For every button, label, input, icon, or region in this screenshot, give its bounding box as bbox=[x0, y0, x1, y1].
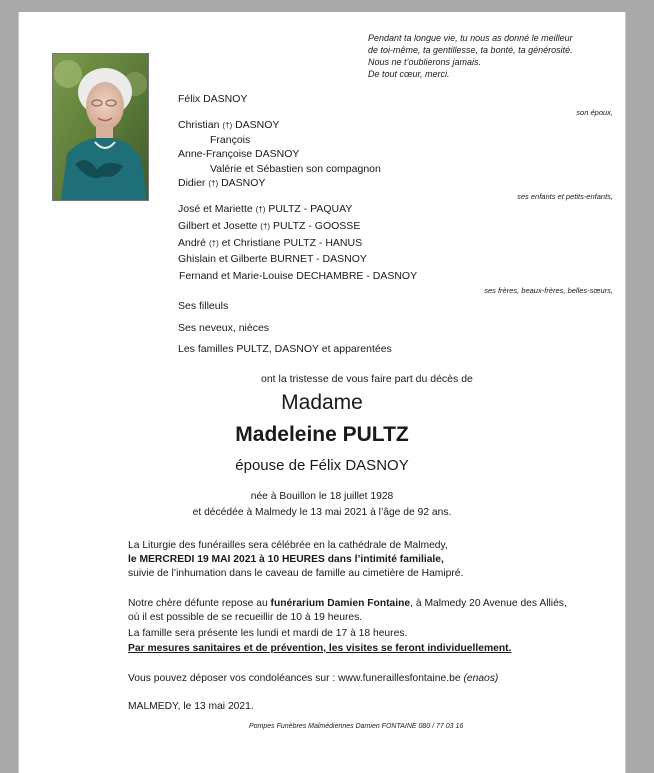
sibling: Ghislain et Gilberte BURNET - DASNOY bbox=[178, 253, 367, 265]
rest-line: La famille sera présente les lundi et mardi de 17 à 18 heures. bbox=[128, 628, 408, 639]
spouse: Félix DASNOY bbox=[178, 93, 248, 105]
rest-line bbox=[128, 597, 567, 611]
sibling-surname: et Christiane PULTZ - HANUS bbox=[221, 237, 363, 249]
funeral-line: La Liturgie des funérailles sera célébrée en la cathédrale de Malmedy, bbox=[128, 540, 448, 551]
rest-line: où il est possible de se recueillir de 10 à 19 heures. bbox=[128, 612, 363, 623]
families: Les familles PULTZ, DASNOY et apparentées bbox=[178, 343, 392, 355]
funeral-date: le MERCREDI 19 MAI 2021 à 10 HEURES dans l’intimité familiale, bbox=[128, 554, 444, 565]
birth-info: née à Bouillon le 18 juillet 1928 bbox=[250, 491, 394, 502]
condolences bbox=[128, 672, 498, 686]
sibling: Fernand et Marie-Louise DECHAMBRE - DASNOY bbox=[179, 270, 418, 282]
deceased-name: Madeleine PULTZ bbox=[235, 423, 409, 446]
sibling-surname: PULTZ - GOOSSE bbox=[273, 220, 361, 232]
sibling bbox=[178, 219, 360, 234]
title-madame: Madame bbox=[281, 391, 363, 414]
rest-text: , à Malmedy 20 Avenue des Alliés, bbox=[410, 598, 567, 609]
child-didier bbox=[178, 176, 265, 191]
cross-symbol: (†) bbox=[260, 222, 271, 231]
poem-line: De tout cœur, merci. bbox=[368, 69, 450, 79]
child-surname: DASNOY bbox=[235, 119, 280, 131]
poem bbox=[368, 32, 573, 80]
sibling bbox=[178, 236, 362, 251]
grandchild: Valérie et Sébastien son compagnon bbox=[210, 163, 381, 175]
obituary-page bbox=[18, 12, 626, 773]
siblings-relation: ses frères, beaux-frères, belles-sœurs, bbox=[484, 286, 613, 295]
children-relation: ses enfants et petits-enfants, bbox=[517, 192, 613, 201]
grandchild: François bbox=[210, 134, 251, 146]
child-surname: DASNOY bbox=[221, 177, 266, 189]
poem-line: Nous ne t’oublierons jamais. bbox=[368, 57, 482, 67]
announcement: ont la tristesse de vous faire part du décès de bbox=[261, 373, 473, 385]
rest-text: Notre chère défunte repose au bbox=[128, 598, 271, 609]
child-name: Didier bbox=[178, 177, 206, 189]
child-christian bbox=[178, 118, 279, 133]
cross-symbol: (†) bbox=[208, 239, 219, 248]
poem-line: Pendant ta longue vie, tu nous as donné le meilleur bbox=[368, 33, 573, 43]
cross-symbol: (†) bbox=[222, 121, 233, 130]
funeral-home: funérarium Damien Fontaine bbox=[270, 598, 411, 609]
sibling-names: José et Mariette bbox=[178, 203, 253, 215]
sanitary-notice: Par mesures sanitaires et de prévention, les visites se feront individuellement. bbox=[128, 643, 512, 654]
footer-funeral-home: Pompes Funèbres Malmédiennes Damien FONTAINE 080 / 77 03 16 bbox=[249, 723, 464, 730]
child-name: Christian bbox=[178, 119, 220, 131]
sibling bbox=[178, 202, 352, 217]
spouse-relation: son époux, bbox=[576, 108, 613, 117]
place-date: MALMEDY, le 13 mai 2021. bbox=[128, 701, 254, 712]
condolences-enaos: (enaos) bbox=[463, 673, 499, 684]
portrait-photo bbox=[52, 53, 149, 201]
spouse-of: épouse de Félix DASNOY bbox=[235, 457, 409, 474]
death-info: et décédée à Malmedy le 13 mai 2021 à l’âge de 92 ans. bbox=[192, 507, 452, 518]
cross-symbol: (†) bbox=[255, 205, 266, 214]
sibling-names: Gilbert et Josette bbox=[178, 220, 258, 232]
godchildren: Ses filleuls bbox=[178, 300, 229, 312]
condolences-text: Vous pouvez déposer vos condoléances sur : www.funeraillesfontaine.be bbox=[128, 673, 464, 684]
child-anne: Anne-Françoise DASNOY bbox=[178, 148, 300, 160]
poem-line: de toi-même, ta gentillesse, ta bonté, ta générosité. bbox=[368, 45, 573, 55]
cross-symbol: (†) bbox=[208, 179, 219, 188]
sibling-surname: PULTZ - PAQUAY bbox=[268, 203, 353, 215]
nephews-nieces: Ses neveux, nièces bbox=[178, 322, 270, 334]
funeral-line: suivie de l’inhumation dans le caveau de famille au cimetière de Hamipré. bbox=[128, 568, 464, 579]
sibling-names: André bbox=[178, 237, 207, 249]
